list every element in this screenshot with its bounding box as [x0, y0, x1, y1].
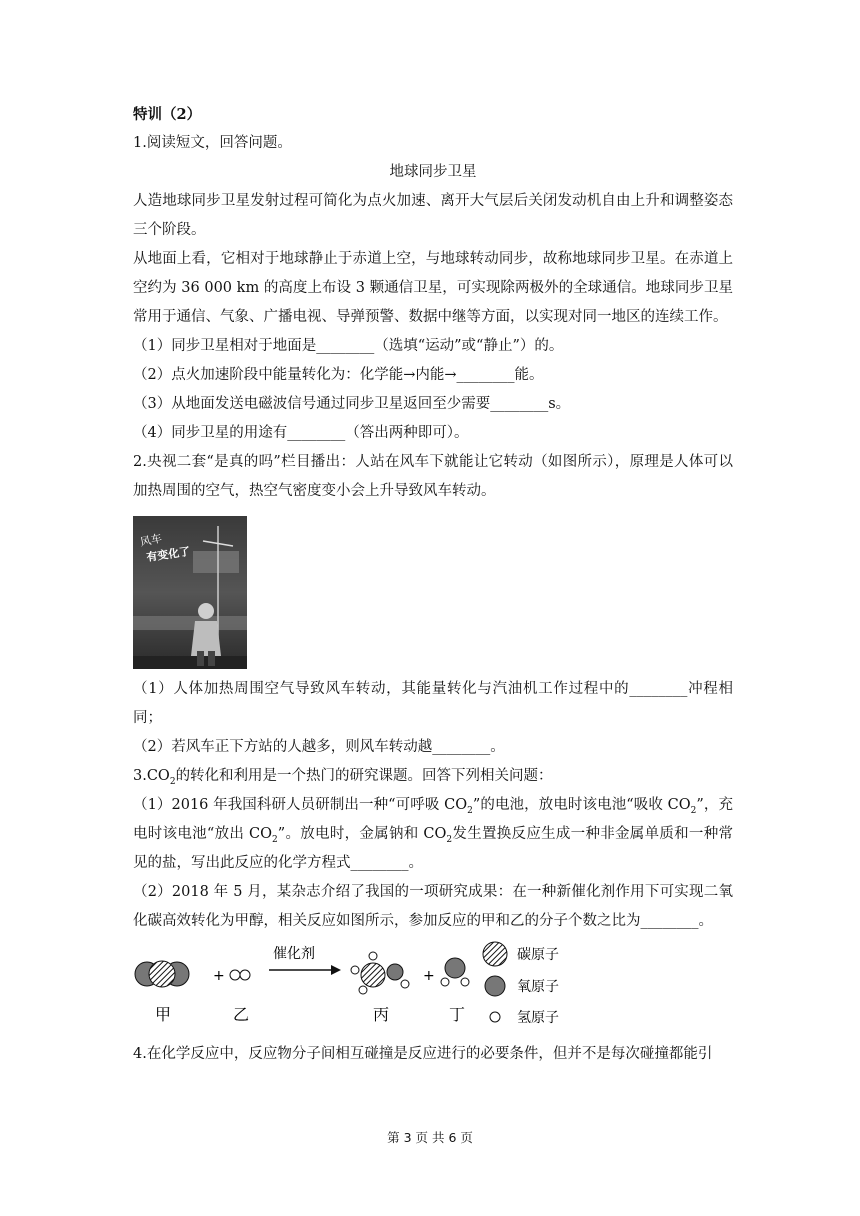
subscript-2: 2 [467, 805, 473, 816]
q1-intro: 1.阅读短文，回答问题。 [133, 135, 292, 151]
photo-caption-2: 有变化了 [145, 544, 191, 564]
document-content [133, 100, 733, 1069]
q2-subquestion-2: （2）若风车正下方站的人越多，则风车转动越________。 [133, 739, 505, 755]
molecule-jia [135, 961, 189, 987]
q3-s1-text-a: （1）2016 年我国科研人员研制出一种“可呼吸 CO [133, 797, 468, 813]
page-footer: 第 3 页 共 6 页 [387, 1130, 473, 1145]
legend-carbon: 碳原子 [517, 947, 559, 963]
molecule-yi [230, 970, 250, 980]
legend-oxygen-icon [485, 976, 505, 996]
photo-caption-1: 风车 [138, 531, 164, 549]
label-bing: 丙 [373, 1005, 390, 1024]
catalyst-label: 催化剂 [273, 946, 315, 962]
q3-subquestion-2: （2）2018 年 5 月，某杂志介绍了我国的一项研究成果：在一种新催化剂作用下可实现二氧化碳高效转化为甲醇，相关反应如图所示，参加反应的甲和乙的分子个数之比为________。 [133, 884, 733, 929]
q3-intro [133, 762, 733, 791]
q3-s1-text-d: ”。放电时，金属钠和 CO [277, 826, 447, 842]
q3-intro-text-a: 3.CO [133, 768, 170, 784]
legend-carbon-icon [483, 942, 507, 966]
label-ding: 丁 [449, 1005, 466, 1024]
section-title: 特训（2） [133, 106, 202, 123]
q3-s1-text-b: ”的电池，放电时该电池“吸收 CO [472, 797, 691, 813]
q4-intro: 4.在化学反应中，反应物分子间相互碰撞是反应进行的必要条件，但并不是每次碰撞都能引 [133, 1046, 713, 1062]
subscript-2: 2 [446, 834, 453, 845]
q3-s1-text-e: 发生置换反应生成一种非金属单质和一种常见的盐，写出此反应的化学方程式________。 [133, 826, 733, 871]
reaction-diagram [133, 940, 733, 1036]
subscript-2: 2 [169, 776, 176, 787]
q3-s1-text-c: ”，充电时该电池“放出 CO [133, 797, 733, 842]
q2-subquestion-1: （1）人体加热周围空气导致风车转动，其能量转化与汽油机工作过程中的________冲程相同； [133, 681, 733, 726]
label-yi: 乙 [233, 1005, 250, 1024]
legend-hydrogen-icon [490, 1012, 500, 1022]
plus-2: + [423, 968, 435, 984]
q1-paragraph-1: 人造地球同步卫星发射过程可简化为点火加速、离开大气层后关闭发动机自由上升和调整姿态三个阶段。 [133, 193, 733, 238]
q2-intro: 2.央视二套“是真的吗”栏目播出：人站在风车下就能让它转动（如图所示），原理是人体可以加热周围的空气，热空气密度变小会上升导致风车转动。 [133, 454, 733, 499]
q1-subquestion-1: （1）同步卫星相对于地面是________（选填“运动”或“静止”）的。 [133, 338, 564, 354]
q1-subquestion-3: （3）从地面发送电磁波信号通过同步卫星返回至少需要________s。 [133, 396, 571, 412]
q1-paragraph-2: 从地面上看，它相对于地球静止于赤道上空，与地球转动同步，故称地球同步卫星。在赤道上空约为 36 000 km 的高度上布设 3 颗通信卫星，可实现除两极外的全球通信。地球同步卫星常用于通信、气象、广播电视、导弹预警、数据中继等方面，以实现对同一地区的连续工作。 [133, 251, 733, 325]
windmill-photo [133, 516, 247, 669]
subscript-2: 2 [690, 805, 697, 816]
molecule-ding [441, 958, 469, 986]
legend-oxygen: 氧原子 [517, 979, 559, 995]
q1-subquestion-2: （2）点火加速阶段中能量转化为：化学能→内能→________能。 [133, 367, 544, 383]
molecule-bing [351, 952, 409, 994]
q1-subquestion-4: （4）同步卫星的用途有________（答出两种即可）。 [133, 425, 469, 441]
plus-1: + [213, 968, 225, 984]
label-jia: 甲 [155, 1005, 172, 1024]
subscript-2: 2 [272, 834, 278, 845]
q1-article-title: 地球同步卫星 [389, 164, 477, 180]
legend [483, 942, 559, 1026]
q3-intro-text-b: 的转化和利用是一个热门的研究课题。回答下列相关问题： [175, 768, 553, 784]
legend-hydrogen: 氢原子 [517, 1010, 559, 1026]
reaction-arrow-icon [269, 965, 341, 975]
q3-subquestion-1 [133, 791, 733, 878]
